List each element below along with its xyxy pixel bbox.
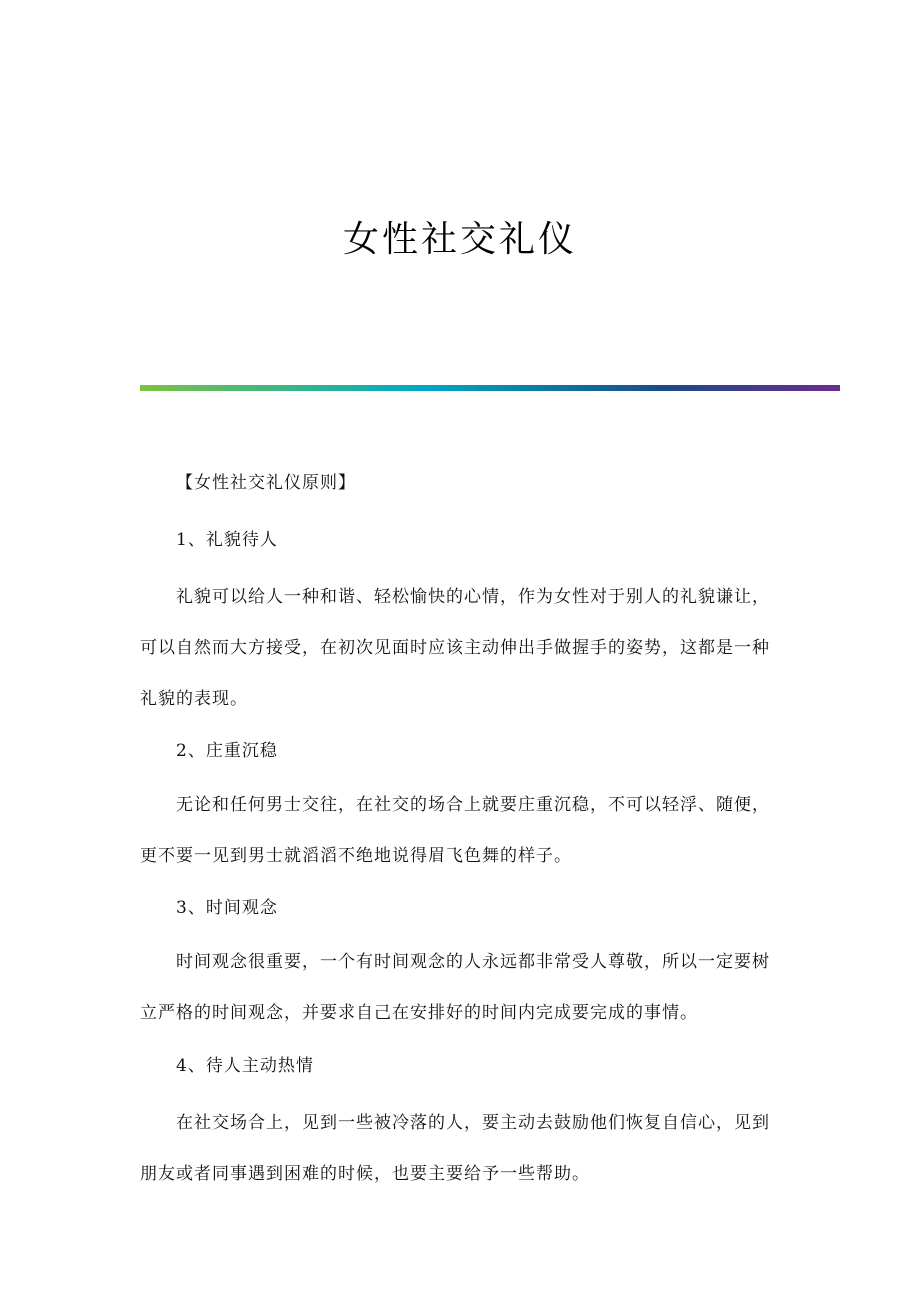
subtitle-warmth: 4、待人主动热情 (176, 1056, 314, 1076)
section-heading: 【女性社交礼仪原则】 (176, 473, 356, 493)
subtitle-punctuality: 3、时间观念 (176, 898, 278, 918)
paragraph-composure: 无论和任何男士交往，在社交的场合上就要庄重沉稳，不可以轻浮、随便，更不要一见到男士就滔滔不绝地说得眉飞色舞的样子。 (140, 795, 770, 866)
title-divider (140, 385, 840, 391)
paragraph-punctuality: 时间观念很重要，一个有时间观念的人永远都非常受人尊敬，所以一定要树立严格的时间观念，并要求自己在安排好的时间内完成要完成的事情。 (140, 952, 770, 1023)
paragraph-warmth: 在社交场合上，见到一些被冷落的人，要主动去鼓励他们恢复自信心，见到朋友或者同事遇到困难的时候，也要主要给予一些帮助。 (140, 1113, 770, 1184)
subtitle-composure: 2、庄重沉稳 (176, 741, 278, 761)
subtitle-courtesy: 1、礼貌待人 (176, 530, 278, 550)
paragraph-courtesy: 礼貌可以给人一种和谐、轻松愉快的心情，作为女性对于别人的礼貌谦让，可以自然而大方接受，在初次见面时应该主动伸出手做握手的姿势，这都是一种礼貌的表现。 (140, 587, 770, 709)
page-title: 女性社交礼仪 (342, 219, 577, 260)
